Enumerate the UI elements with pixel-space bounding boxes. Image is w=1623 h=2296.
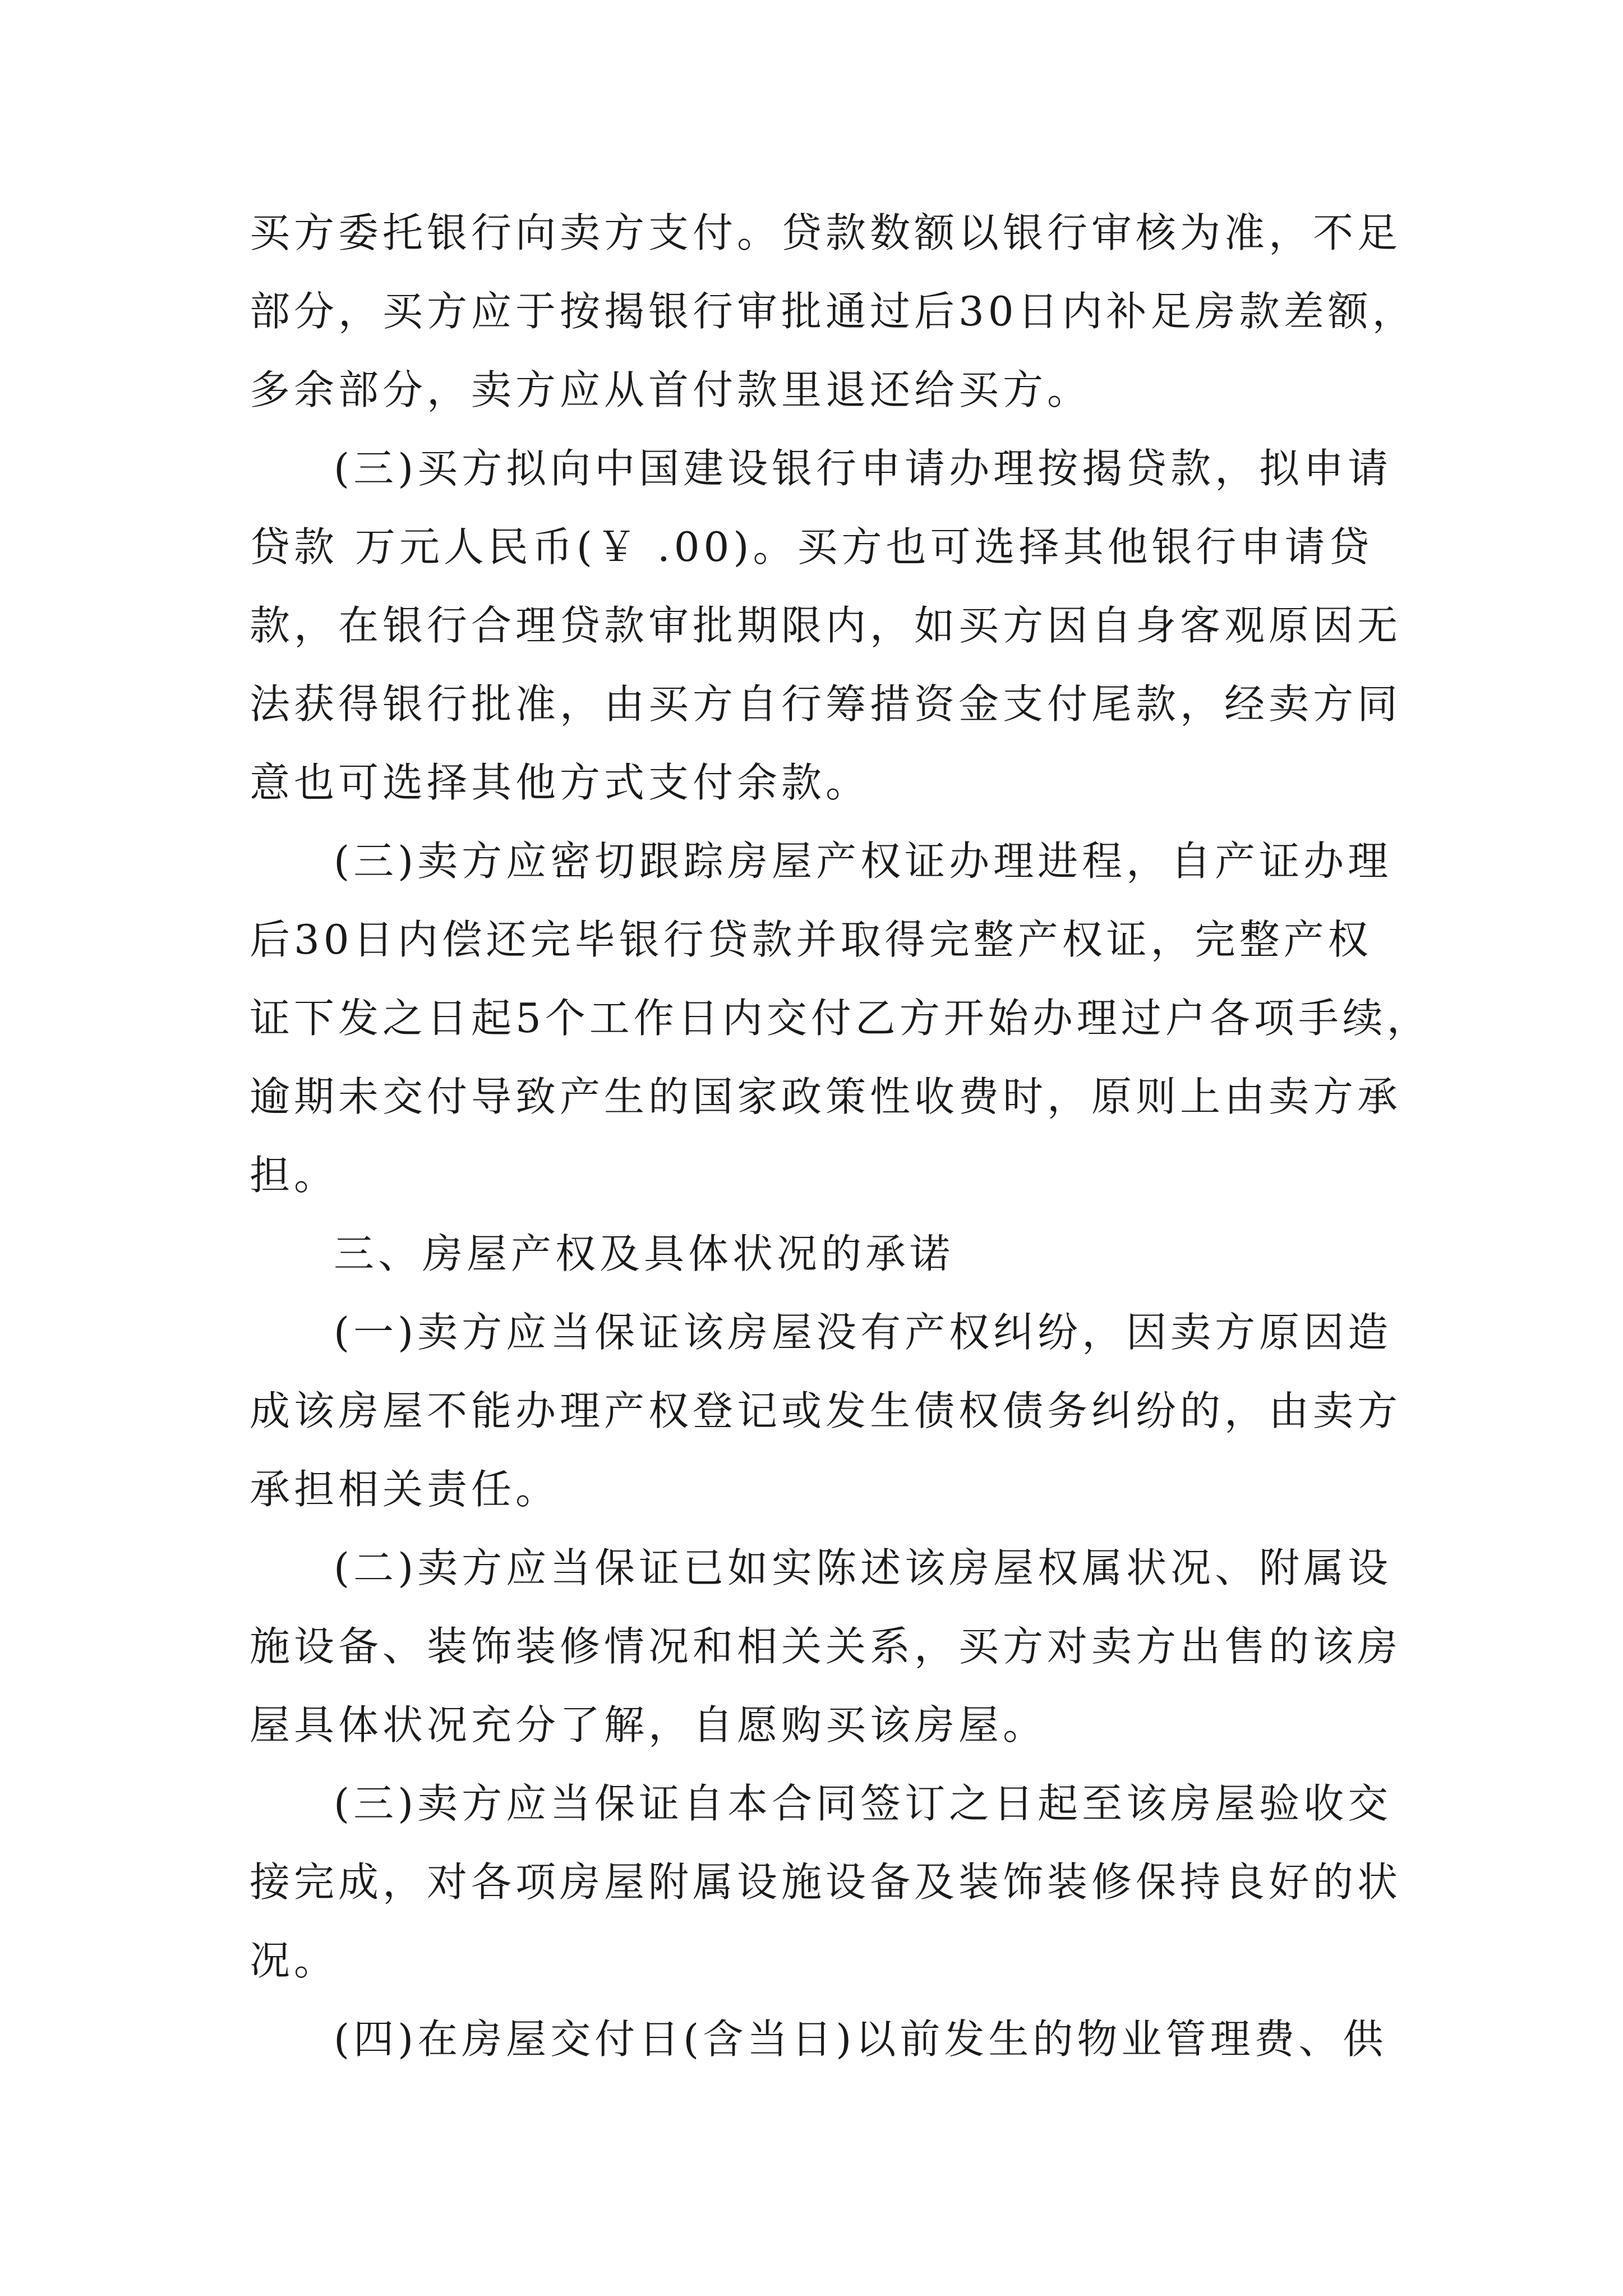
text-line: 多余部分，卖方应从首付款里退还给买方。: [250, 366, 1092, 413]
text-line: 接完成，对各项房屋附属设施设备及装饰装修保持良好的状: [250, 1858, 1402, 1906]
text-line: (三)卖方应当保证自本合同签订之日起至该房屋验收交: [334, 1780, 1393, 1827]
text-line: 况。: [250, 1937, 339, 1984]
text-line: 买方委托银行向卖方支付。贷款数额以银行审核为准，不足: [250, 209, 1402, 256]
text-line: 证下发之日起5个工作日内交付乙方开始办理过户各项手续，: [250, 995, 1431, 1042]
text-line: (二)卖方应当保证已如实陈述该房屋权属状况、附属设: [334, 1544, 1393, 1591]
text-line: 后30日内偿还完毕银行贷款并取得完整产权证，完整产权: [250, 916, 1372, 963]
text-line: 贷款 万元人民币(￥ .00)。买方也可选择其他银行申请贷: [250, 523, 1373, 570]
section-heading: 三、房屋产权及具体状况的承诺: [334, 1230, 955, 1277]
text-line: 意也可选择其他方式支付余款。: [250, 759, 870, 806]
text-line: 法获得银行批准，由买方自行筹措资金支付尾款，经卖方同: [250, 680, 1402, 728]
text-line: 担。: [250, 1152, 339, 1199]
text-line: (一)卖方应当保证该房屋没有产权纠纷，因卖方原因造: [334, 1309, 1393, 1356]
text-line: 承担相关责任。: [250, 1466, 560, 1513]
text-line: 部分，买方应于按揭银行审批通过后30日内补足房款差额，: [250, 288, 1417, 335]
text-line: 成该房屋不能办理产权登记或发生债权债务纠纷的，由卖方: [250, 1387, 1402, 1434]
text-line: (四)在房屋交付日(含当日)以前发生的物业管理费、供: [334, 2016, 1387, 2063]
text-line: 施设备、装饰装修情况和相关关系，买方对卖方出售的该房: [250, 1623, 1402, 1670]
text-line: (三)卖方应密切跟踪房屋产权证办理进程，自产证办理: [334, 838, 1393, 885]
text-line: 屋具体状况充分了解，自愿购买该房屋。: [250, 1701, 1048, 1749]
text-line: 款，在银行合理贷款审批期限内，如买方因自身客观原因无: [250, 602, 1402, 649]
text-line: 逾期未交付导致产生的国家政策性收费时，原则上由卖方承: [250, 1073, 1402, 1120]
document-body: [250, 194, 1431, 2078]
text-line: (三)买方拟向中国建设银行申请办理按揭贷款，拟申请: [334, 445, 1393, 492]
